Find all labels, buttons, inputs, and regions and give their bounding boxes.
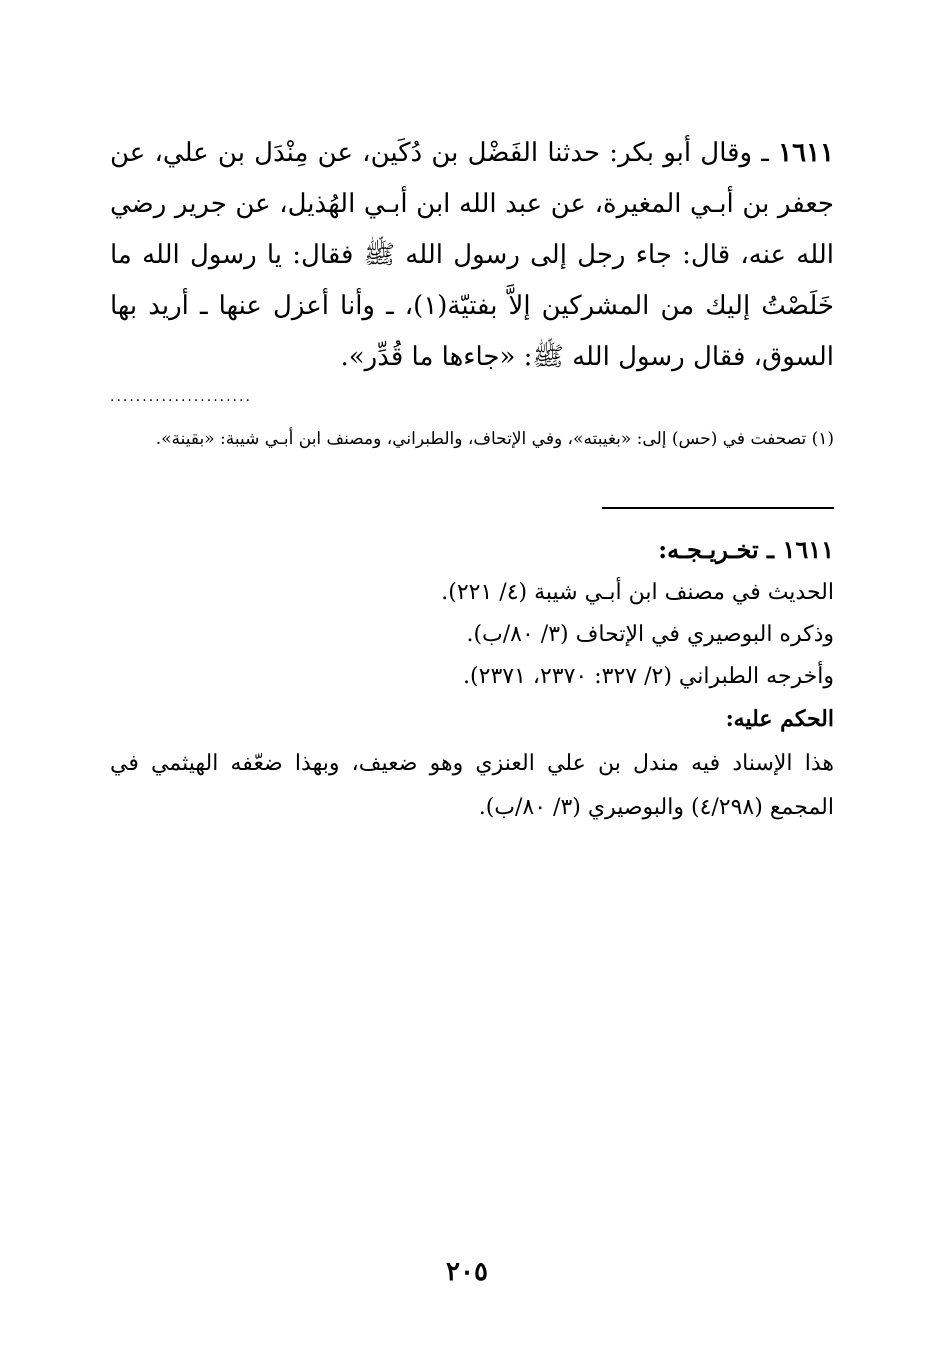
hadith-text: ـ وقال أبو بكر: حدثنا الفَضْل بن دُكَين، عن مِنْدَل بن علي، عن جعفر بن أبـي المغيرة، عن عبد الله ابن أبـي الهُذيل، عن جرير رضي الله عنه، قال: جاء رجل إلى رسول الله ﷺ فقال: يا رسول الله ما خَلَصْتُ إليك من المشركين إلاَّ بفتيّة(١)، ـ وأنا أعزل عنها ـ أريد بها السوق، فقال رسول الله ﷺ: «جاءها ما قُدِّر». bbox=[110, 138, 834, 372]
section-divider bbox=[602, 507, 834, 509]
takhrij-list bbox=[110, 572, 834, 698]
takhrij-line: الحديث في مصنف ابن أبـي شيبة (٤/ ٢٢١). bbox=[441, 580, 834, 605]
takhrij-line: وذكره البوصيري في الإتحاف (٣/ ٨٠/ب). bbox=[466, 622, 834, 647]
hadith-paragraph bbox=[110, 128, 834, 383]
ruling-heading: الحكم عليه: bbox=[725, 706, 834, 732]
hadith-number: ١٦١١ bbox=[778, 138, 835, 168]
takhrij-heading: ١٦١١ ـ تخـريـجـه: bbox=[658, 535, 834, 564]
footnote-separator: ...................... bbox=[110, 389, 252, 405]
footnote bbox=[110, 420, 834, 458]
ruling-paragraph bbox=[110, 742, 834, 830]
page-number: ٢٠٥ bbox=[446, 1257, 488, 1287]
takhrij-line: وأخرجه الطبراني (٢/ ٣٢٧: ٢٣٧٠، ٢٣٧١). bbox=[463, 664, 834, 689]
footnote-text: (١) تصحفت في (حس) إلى: «بغيبته»، وفي الإتحاف، والطبراني، ومصنف ابن أبـي شيبة: «بقينة». bbox=[155, 429, 834, 449]
book-page bbox=[110, 0, 834, 1369]
ruling-text: هذا الإسناد فيه مندل بن علي العنزي وهو ضعيف، وبهذا ضعّفه الهيثمي في المجمع (٤/٢٩٨) والبوصيري (٣/ ٨٠/ب). bbox=[110, 751, 834, 820]
